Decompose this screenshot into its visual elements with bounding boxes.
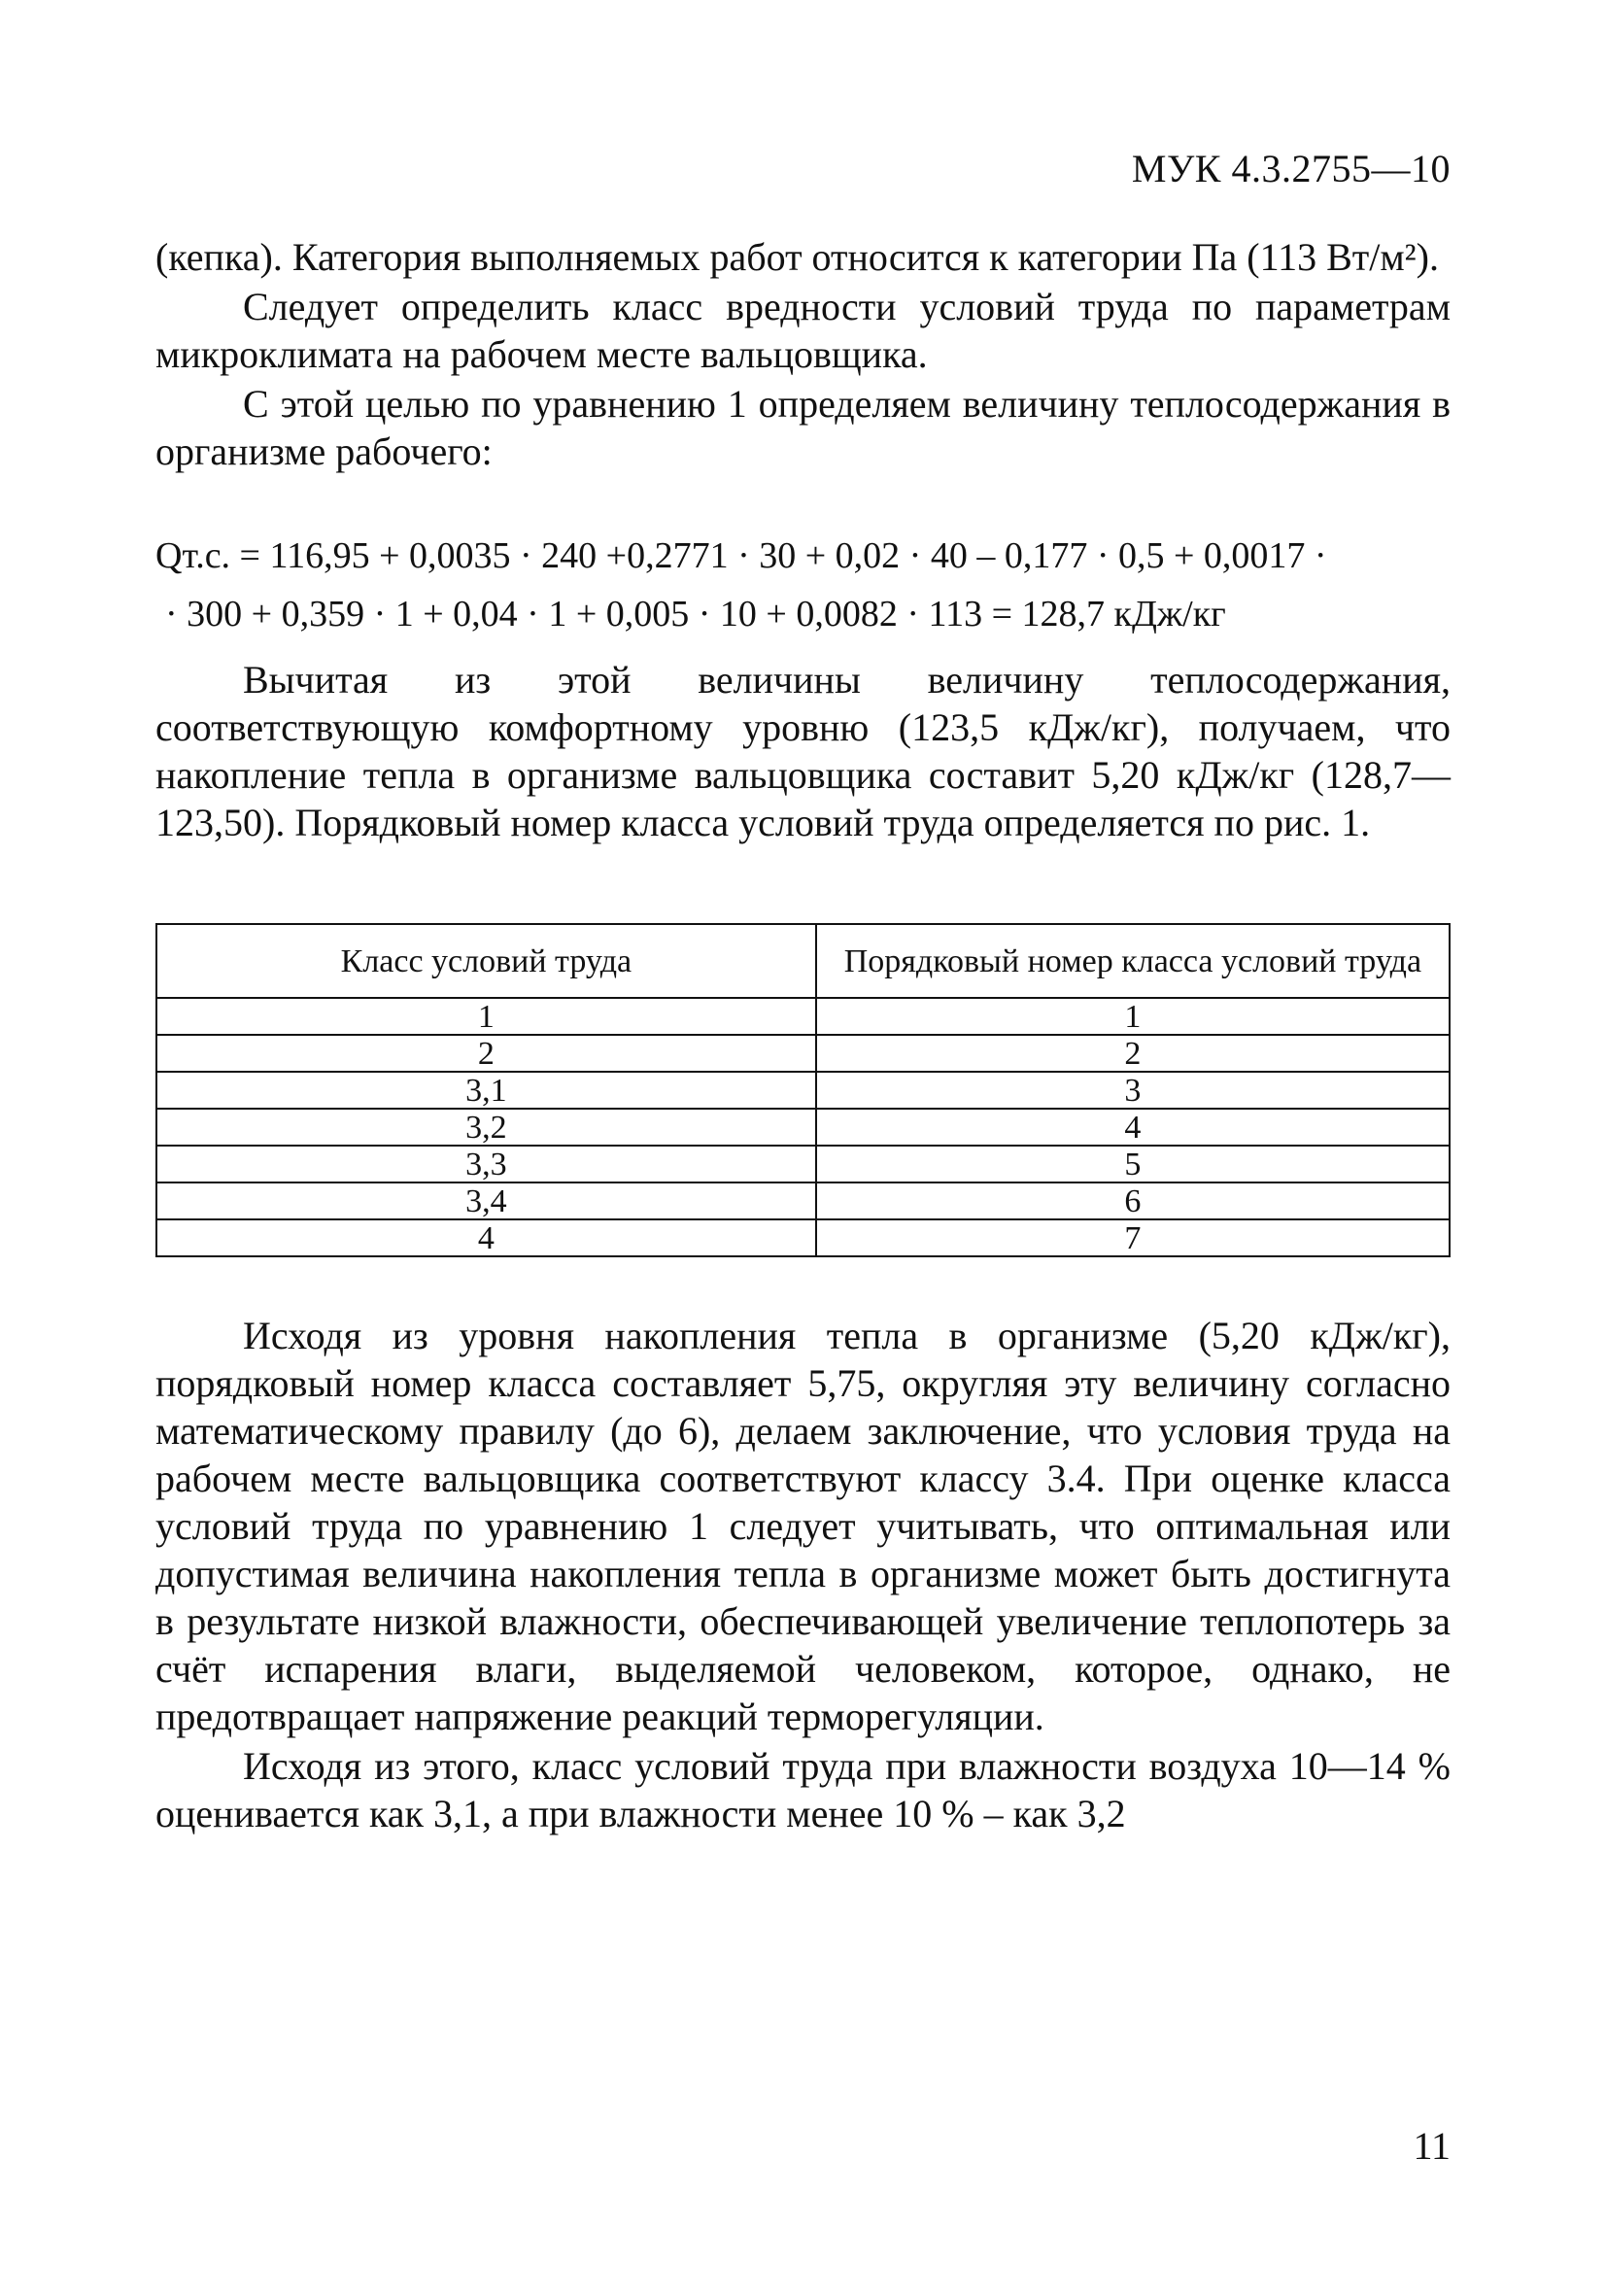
class-table (155, 923, 1451, 1257)
table-header-row (156, 924, 1450, 998)
table-row (156, 1182, 1450, 1219)
table-row (156, 998, 1450, 1035)
table-cell-class: 3,1 (156, 1072, 816, 1109)
column-header-class: Класс условий труда (156, 924, 816, 998)
table-cell-ordinal: 5 (816, 1146, 1450, 1182)
formula-line-2: · 300 + 0,359 · 1 + 0,04 · 1 + 0,005 · 10 + 0,0082 · 113 = 128,7 кДж/кг (165, 594, 1226, 634)
text-section-top (155, 233, 1451, 477)
text-section-middle (155, 656, 1451, 848)
table-row (156, 1035, 1450, 1072)
formula-line-1: Qт.с. = 116,95 + 0,0035 · 240 +0,2771 · 30 + 0,02 · 40 – 0,177 · 0,5 + 0,0017 · (155, 535, 1327, 576)
table-cell-ordinal: 6 (816, 1182, 1450, 1219)
page-number: 11 (1413, 2124, 1451, 2168)
class-table-container (155, 923, 1451, 1257)
table-cell-ordinal: 3 (816, 1072, 1450, 1109)
column-header-ordinal: Порядковый номер класса условий труда (816, 924, 1450, 998)
document-code: МУК 4.3.2755—10 (1131, 147, 1451, 190)
table-cell-class: 3,4 (156, 1182, 816, 1219)
table-cell-class: 3,3 (156, 1146, 816, 1182)
table-cell-ordinal: 1 (816, 998, 1450, 1035)
table-cell-ordinal: 4 (816, 1109, 1450, 1146)
table-cell-ordinal: 2 (816, 1035, 1450, 1072)
paragraph-task: Следует определить класс вредности условий труда по параметрам микроклимата на рабочем месте вальцовщика. (155, 285, 1451, 376)
table-row (156, 1109, 1450, 1146)
table-cell-class: 3,2 (156, 1109, 816, 1146)
paragraph-equation-intro: С этой целью по уравнению 1 определяем величину теплосодержания в организме рабочего: (155, 382, 1451, 473)
paragraph-humidity-note: Исходя из этого, класс условий труда при влажности воздуха 10—14 % оценивается как 3,1, а при влажности менее 10 % – как 3,2 (155, 1744, 1451, 1835)
table-cell-class: 1 (156, 998, 816, 1035)
table-cell-ordinal: 7 (816, 1219, 1450, 1256)
paragraph-conclusion: Исходя из уровня накопления тепла в организме (5,20 кДж/кг), порядковый номер класса составляет 5,75, округляя эту величину согласно математическому правилу (до 6), делаем заключение, что условия труда на рабочем месте вальцовщика соответствуют классу 3.4. При оценке класса условий труда по уравнению 1 следует учитывать, что оптимальная или допустимая величина накопления тепла в организме может быть достигнута в результате низкой влажности, обеспечивающей увеличение теплопотерь за счёт испарения влаги, выделяемой человеком, которое, однако, не предотвращает напряжение реакций терморегуляции. (155, 1314, 1451, 1738)
table-row (156, 1072, 1450, 1109)
table-cell-class: 2 (156, 1035, 816, 1072)
table-row (156, 1146, 1450, 1182)
paragraph-category: (кепка). Категория выполняемых работ относится к категории Па (113 Вт/м²). (155, 235, 1439, 279)
table-row (156, 1219, 1450, 1256)
text-section-bottom (155, 1312, 1451, 1839)
paragraph-heat-accumulation: Вычитая из этой величины величину теплосодержания, соответствующую комфортному уровню (123,5 кДж/кг), получаем, что накопление тепла в организме вальцовщика составит 5,20 кДж/кг (128,7—123,50). Порядковый номер класса условий труда определяется по рис. 1. (155, 658, 1451, 844)
table-cell-class: 4 (156, 1219, 816, 1256)
